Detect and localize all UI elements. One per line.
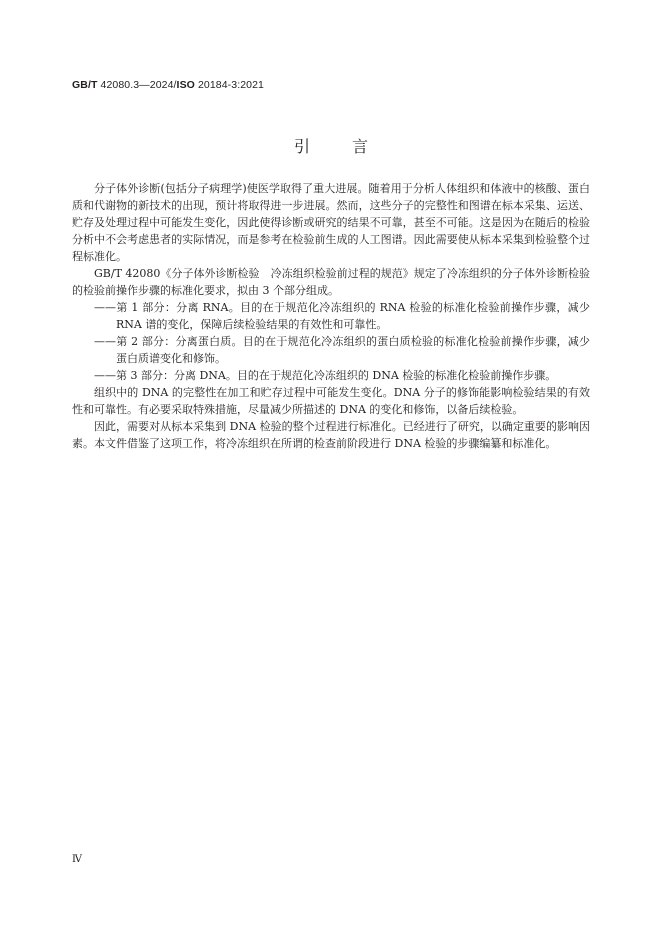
title-char-2: 言 bbox=[352, 137, 369, 156]
list-item-part-3: ——第 3 部分：分离 DNA。目的在于规范化冷冻组织的 DNA 检验的标准化检验前操作步骤。 bbox=[94, 369, 557, 382]
standard-prefix: GB/T bbox=[72, 79, 98, 91]
paragraph-overview: 分子体外诊断(包括分子病理学)使医学取得了重大进展。随着用于分析人体组织和体液中的核酸、蛋白质和代谢物的新技术的出现，预计将取得进一步进展。然而，这些分子的完整性和图谱在标本采集、运送、贮存及处理过程中可能发生变化，因此使得诊断或研究的结果不可靠，甚至不可能。这是因为在随后的检验分析中不会考虑患者的实际情况，而是参考在检验前生成的人工图谱。因此需要使从标本采集到检验整个过程标准化。 bbox=[72, 182, 590, 263]
list-item-part-2: ——第 2 部分：分离蛋白质。目的在于规范化冷冻组织的蛋白质检验的标准化检验前操作步骤，减少蛋白质谱变化和修饰。 bbox=[94, 335, 590, 365]
standard-number: 42080.3—2024/ bbox=[97, 79, 177, 91]
page-number: Ⅳ bbox=[72, 854, 82, 865]
paragraph-dna-integrity: 组织中的 DNA 的完整性在加工和贮存过程中可能发生变化。DNA 分子的修饰能影响检验结果的有效性和可靠性。有必要采取特殊措施，尽量减少所描述的 DNA 的变化和修饰，以备后续检验。 bbox=[72, 386, 590, 416]
paragraph-standardization: 因此，需要对从标本采集到 DNA 检验的整个过程进行标准化。已经进行了研究，以确定重要的影响因素。本文件借鉴了这项工作，将冷冻组织在所谓的检查前阶段进行 DNA 检验的步骤编纂和标准化。 bbox=[72, 420, 590, 450]
iso-prefix: ISO bbox=[176, 79, 195, 91]
paragraph-standard-parts: GB/T 42080《分子体外诊断检验 冷冻组织检验前过程的规范》规定了冷冻组织的分子体外诊断检验的检验前操作步骤的标准化要求，拟由 3 个部分组成。 bbox=[72, 267, 590, 297]
document-header bbox=[72, 79, 264, 91]
iso-number: 20184-3:2021 bbox=[194, 79, 264, 91]
introduction-body bbox=[72, 180, 590, 452]
page-title bbox=[0, 134, 662, 157]
list-item-part-1: ——第 1 部分：分离 RNA。目的在于规范化冷冻组织的 RNA 检验的标准化检验前操作步骤，减少 RNA 谱的变化，保障后续检验结果的有效性和可靠性。 bbox=[94, 301, 590, 331]
title-char-1: 引 bbox=[293, 137, 310, 156]
